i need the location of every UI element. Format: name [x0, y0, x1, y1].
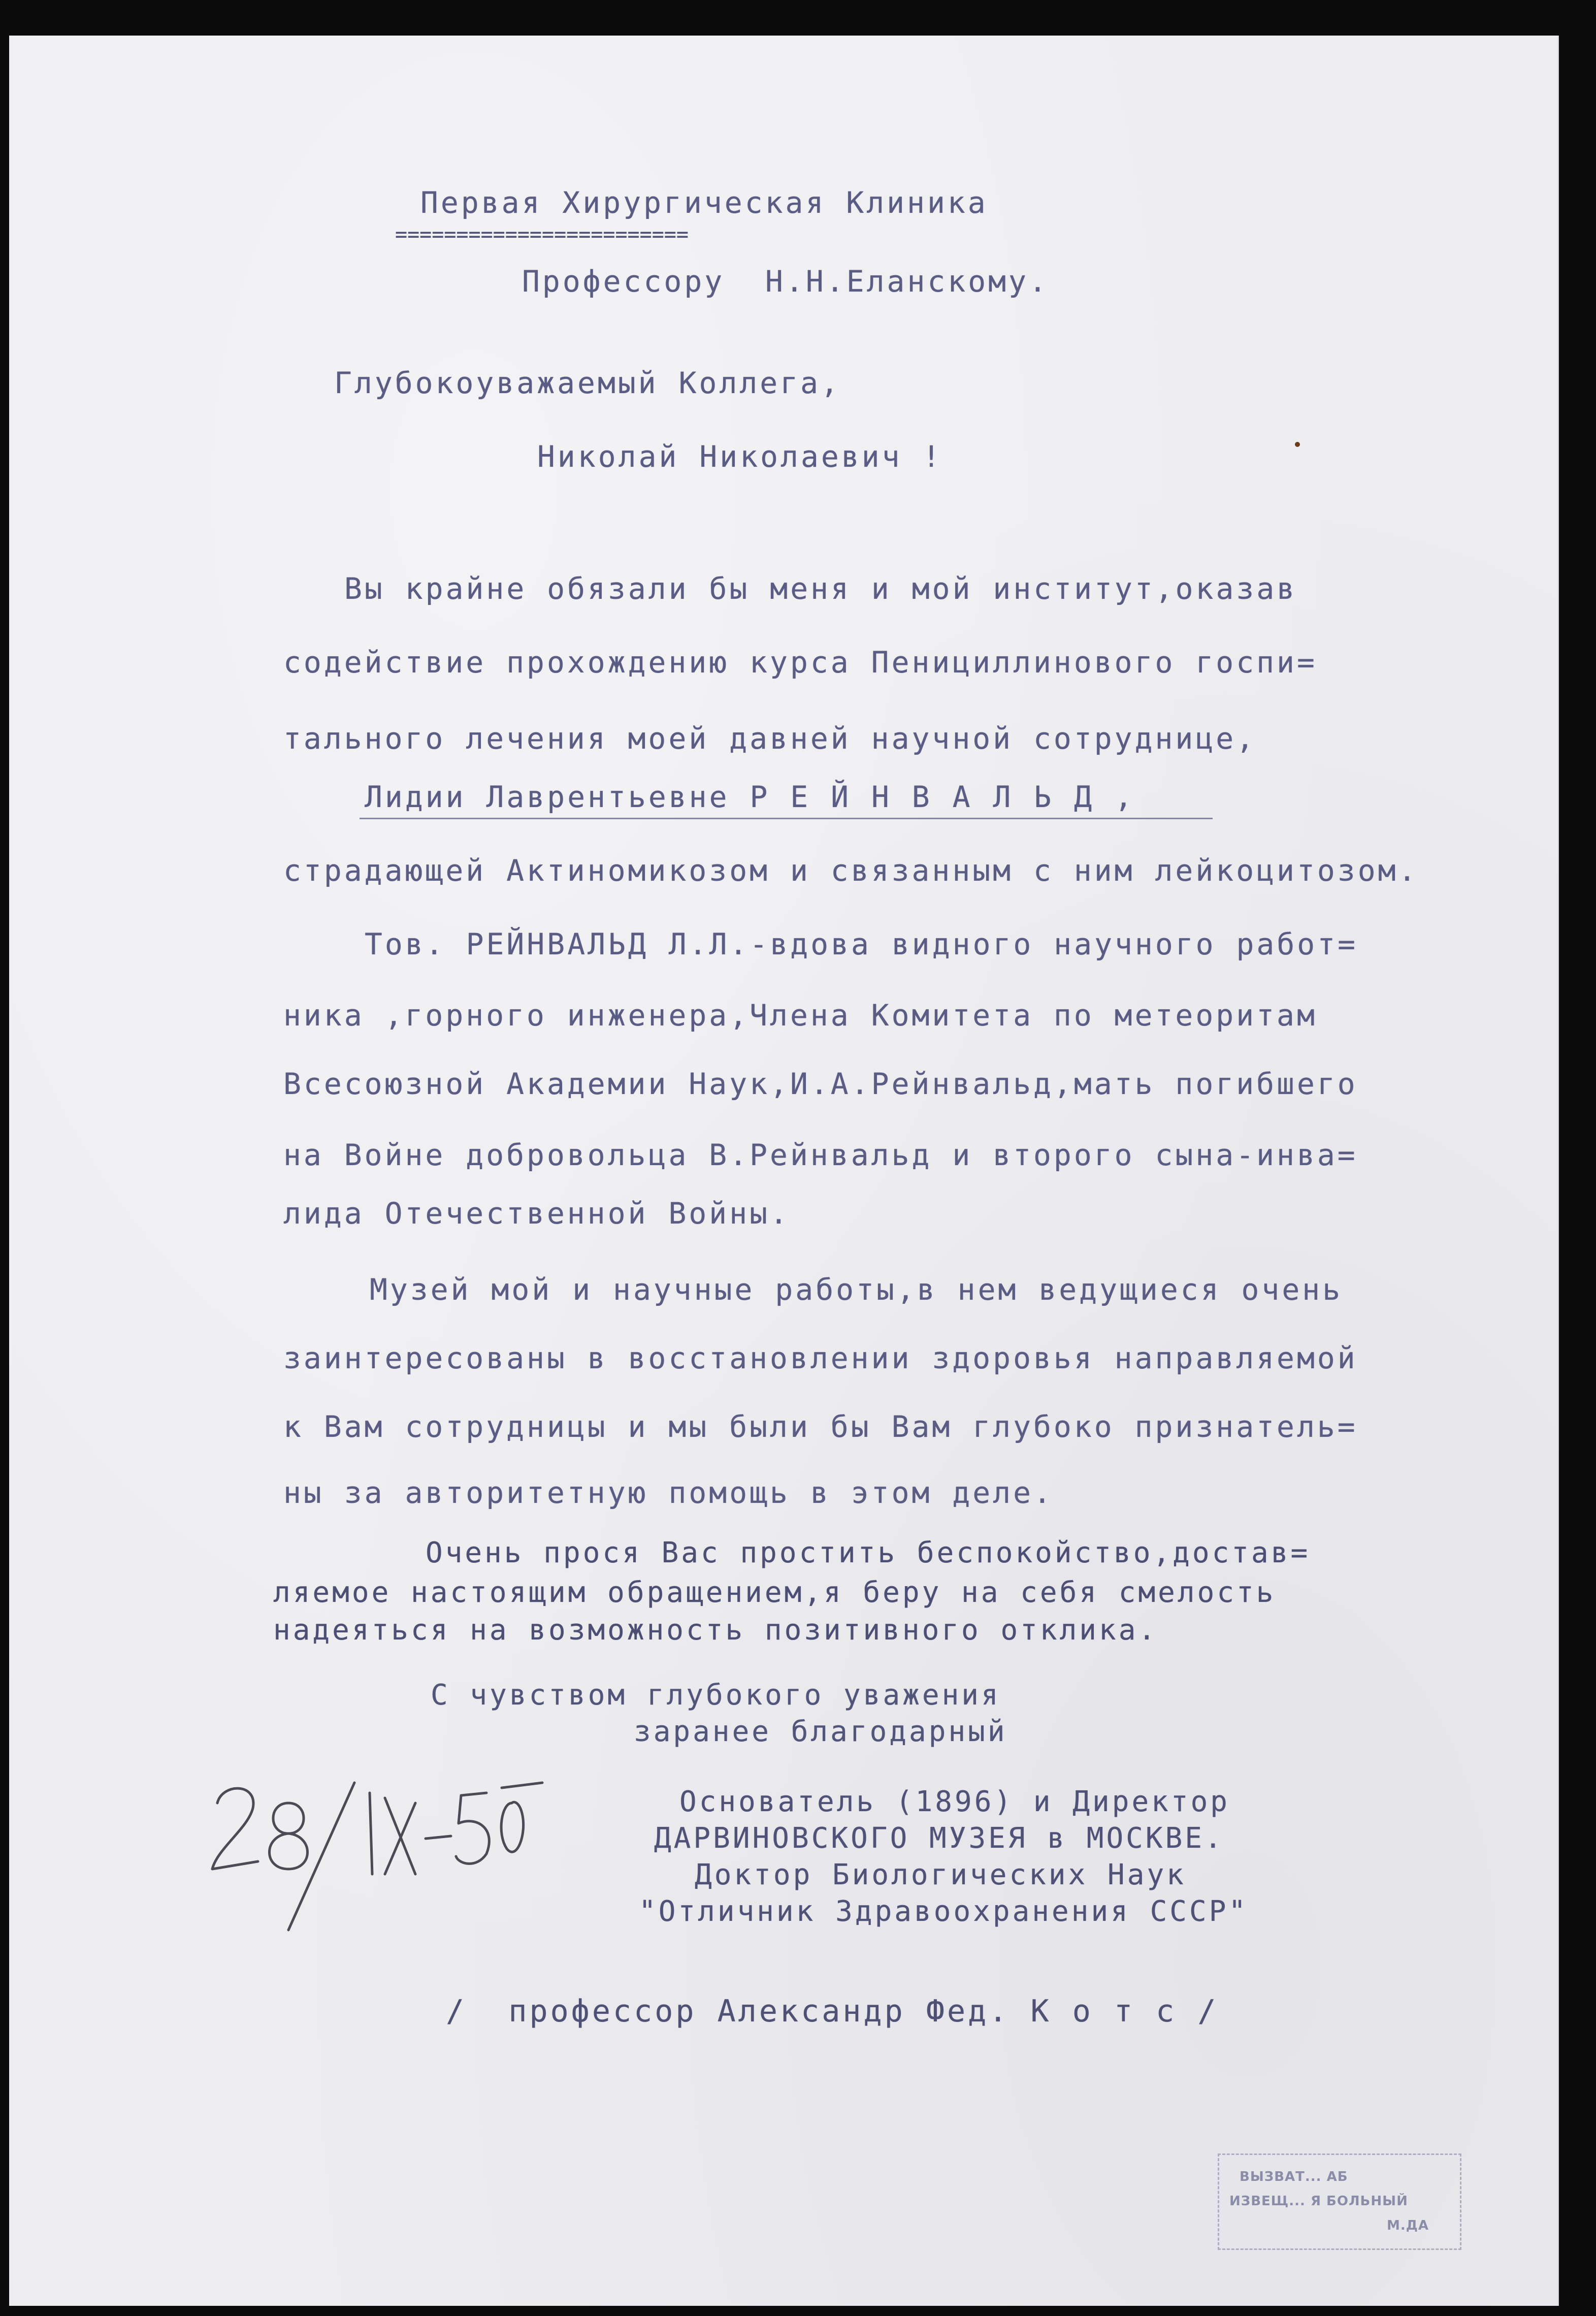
salutation-line-2: Николай Николаевич ! — [537, 439, 943, 474]
paragraph-5-line-3: надеяться на возможность позитивного отклика. — [273, 1614, 1158, 1647]
handwritten-date — [202, 1773, 558, 1935]
paragraph-4-line-4: ны за авторитетную помощь в этом деле. — [283, 1475, 1054, 1510]
faded-stamp — [1218, 2153, 1461, 2250]
paragraph-1-line-1: Вы крайне обязали бы меня и мой институт,оказав — [344, 571, 1297, 606]
paragraph-5-line-1: Очень прося Вас простить беспокойство,достав= — [426, 1536, 1311, 1569]
signature-title-4: "Отличник Здравоохранения СССР" — [639, 1895, 1249, 1928]
paragraph-3-line-3: Всесоюзной Академии Наук,И.А.Рейнвальд,мать погибшего — [283, 1067, 1358, 1101]
paragraph-4-line-3: к Вам сотрудницы и мы были бы Вам глубоко признатель= — [283, 1409, 1358, 1444]
letter-page — [9, 36, 1559, 2306]
paragraph-3-line-2: ника ,горного инженера,Члена Комитета по метеоритам — [283, 998, 1317, 1033]
paragraph-4-line-2: заинтересованы в восстановлении здоровья направляемой — [283, 1341, 1358, 1375]
closing-line-1: С чувством глубокого уважения — [431, 1679, 1001, 1712]
heading-rule: ======================== — [395, 223, 689, 246]
diagnosis-line: страдающей Актиномикозом и связанным с ним лейкоцитозом. — [283, 853, 1419, 888]
clinic-heading: Первая Хирургическая Клиника — [420, 185, 988, 220]
paragraph-1-line-2: содействие прохождению курса Пенициллинового госпи= — [283, 645, 1317, 680]
paragraph-1-line-3: тального лечения моей давней научной сотруднице, — [283, 721, 1257, 756]
signatory-name: / профессор Александр Фед. К о т с / — [446, 1993, 1219, 2029]
paragraph-4-line-1: Музей мой и научные работы,в нем ведущиеся очень — [370, 1272, 1343, 1307]
patient-name-underline — [360, 818, 1213, 819]
closing-line-2: заранее благодарный — [634, 1715, 1007, 1748]
paragraph-5-line-2: ляемое настоящим обращением,я беру на себя смелость — [273, 1576, 1276, 1609]
paragraph-3-line-4: на Войне добровольца В.Рейнвальд и второго сына-инва= — [283, 1138, 1358, 1172]
stamp-line-3: М.ДА — [1387, 2218, 1429, 2233]
addressee: Профессору Н.Н.Еланскому. — [522, 264, 1049, 299]
signature-title-2: ДАРВИНОВСКОГО МУЗЕЯ в МОСКВЕ. — [654, 1822, 1224, 1855]
ink-spot — [1295, 442, 1300, 447]
paragraph-3-line-5: лида Отечественной Войны. — [283, 1196, 790, 1231]
signature-title-3: Доктор Биологических Наук — [695, 1858, 1186, 1891]
stamp-line-2: ИЗВЕЩ... Я БОЛЬНЫЙ — [1229, 2194, 1408, 2209]
patient-name: Лидии Лаврентьевне Р Е Й Н В А Л Ь Д , — [365, 780, 1135, 814]
paragraph-3-line-1: Тов. РЕЙНВАЛЬД Л.Л.-вдова видного научного работ= — [365, 927, 1358, 961]
stamp-line-1: ВЫЗВАТ... АБ — [1240, 2169, 1348, 2184]
signature-title-1: Основатель (1896) и Директор — [679, 1785, 1230, 1818]
salutation-line-1: Глубокоуважаемый Коллега, — [334, 366, 841, 400]
